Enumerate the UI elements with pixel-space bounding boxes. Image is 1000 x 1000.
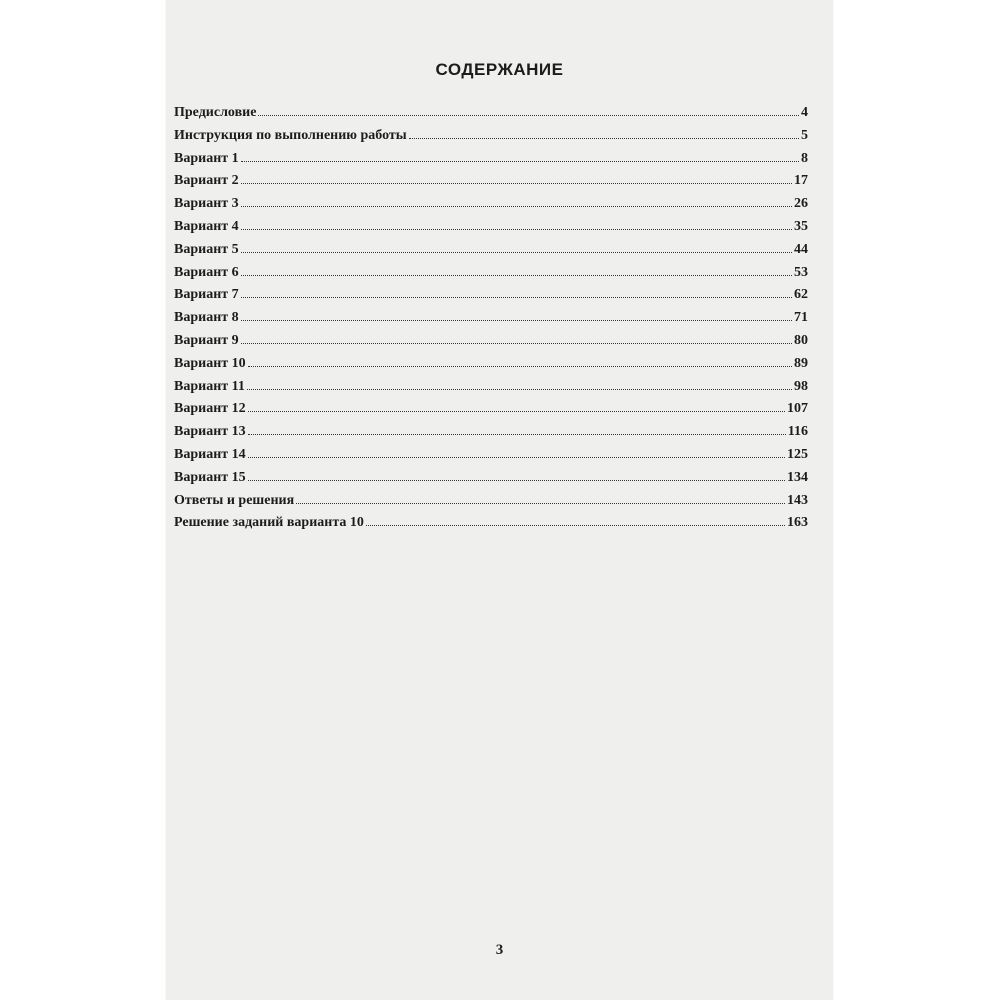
- toc-entry-page: 116: [787, 424, 808, 440]
- toc-entry-page: 62: [794, 287, 808, 303]
- toc-entry: [174, 447, 808, 470]
- toc-entry-label: Вариант 10: [174, 355, 246, 371]
- toc-entry: [174, 105, 808, 128]
- toc-entry: [174, 310, 808, 333]
- toc-entry-label: Решение заданий варианта 10: [174, 515, 364, 531]
- toc-entry: [174, 196, 808, 219]
- toc-entry-label: Вариант 1: [174, 150, 239, 166]
- toc-entry: [174, 470, 808, 493]
- toc-entry-label: Вариант 13: [174, 424, 246, 440]
- toc-entry: [174, 287, 808, 310]
- table-of-contents: [174, 105, 808, 538]
- toc-leader-dots: [248, 434, 786, 435]
- toc-leader-dots: [247, 389, 792, 390]
- toc-entry-label: Вариант 4: [174, 218, 239, 234]
- toc-entry-page: 134: [787, 469, 808, 485]
- toc-leader-dots: [241, 161, 799, 162]
- toc-entry-page: 8: [801, 150, 808, 166]
- toc-leader-dots: [241, 320, 792, 321]
- toc-entry-page: 26: [794, 196, 808, 212]
- toc-entry-label: Вариант 14: [174, 446, 246, 462]
- toc-leader-dots: [241, 275, 792, 276]
- toc-entry-page: 35: [794, 218, 808, 234]
- toc-entry-label: Вариант 12: [174, 401, 246, 417]
- toc-entry: [174, 424, 808, 447]
- toc-leader-dots: [366, 525, 785, 526]
- toc-entry-page: 125: [787, 446, 808, 462]
- toc-entry-page: 4: [801, 105, 808, 120]
- toc-entry-label: Вариант 3: [174, 196, 239, 212]
- toc-entry-label: Вариант 2: [174, 173, 239, 189]
- document-page: [166, 0, 833, 1000]
- toc-entry-page: 80: [794, 332, 808, 348]
- toc-entry-label: Вариант 15: [174, 469, 246, 485]
- toc-entry: [174, 493, 808, 516]
- toc-entry-page: 163: [787, 515, 808, 531]
- toc-leader-dots: [248, 411, 785, 412]
- toc-leader-dots: [248, 457, 785, 458]
- toc-entry: [174, 515, 808, 538]
- page-number: 3: [495, 942, 504, 958]
- toc-entry-page: 44: [794, 241, 808, 257]
- page-title: СОДЕРЖАНИЕ: [435, 60, 564, 79]
- toc-leader-dots: [241, 252, 792, 253]
- toc-entry-label: Инструкция по выполнению работы: [174, 127, 407, 143]
- toc-entry-label: Вариант 5: [174, 241, 239, 257]
- toc-entry-label: Предисловие: [174, 105, 257, 120]
- toc-leader-dots: [241, 206, 792, 207]
- toc-entry-page: 17: [794, 173, 808, 189]
- toc-entry-label: Вариант 8: [174, 310, 239, 326]
- toc-entry-page: 71: [794, 310, 808, 326]
- toc-entry: [174, 242, 808, 265]
- toc-entry-label: Ответы и решения: [174, 492, 295, 508]
- toc-entry-label: Вариант 11: [174, 378, 245, 394]
- toc-leader-dots: [258, 115, 799, 116]
- toc-entry: [174, 356, 808, 379]
- toc-entry-page: 5: [801, 127, 808, 143]
- toc-entry: [174, 128, 808, 151]
- toc-entry-page: 53: [794, 264, 808, 280]
- toc-entry-page: 98: [794, 378, 808, 394]
- toc-leader-dots: [241, 343, 792, 344]
- toc-entry-label: Вариант 6: [174, 264, 239, 280]
- toc-entry-page: 107: [787, 401, 808, 417]
- toc-leader-dots: [248, 366, 792, 367]
- toc-entry-label: Вариант 7: [174, 287, 239, 303]
- toc-entry-page: 89: [794, 355, 808, 371]
- toc-leader-dots: [296, 503, 785, 504]
- toc-leader-dots: [409, 138, 799, 139]
- toc-entry: [174, 379, 808, 402]
- toc-entry: [174, 219, 808, 242]
- toc-entry: [174, 401, 808, 424]
- toc-leader-dots: [248, 480, 785, 481]
- toc-leader-dots: [241, 229, 792, 230]
- toc-entry-label: Вариант 9: [174, 332, 239, 348]
- toc-entry: [174, 151, 808, 174]
- toc-entry: [174, 265, 808, 288]
- toc-entry: [174, 173, 808, 196]
- toc-leader-dots: [241, 183, 792, 184]
- toc-entry-page: 143: [787, 492, 808, 508]
- toc-leader-dots: [241, 297, 792, 298]
- toc-entry: [174, 333, 808, 356]
